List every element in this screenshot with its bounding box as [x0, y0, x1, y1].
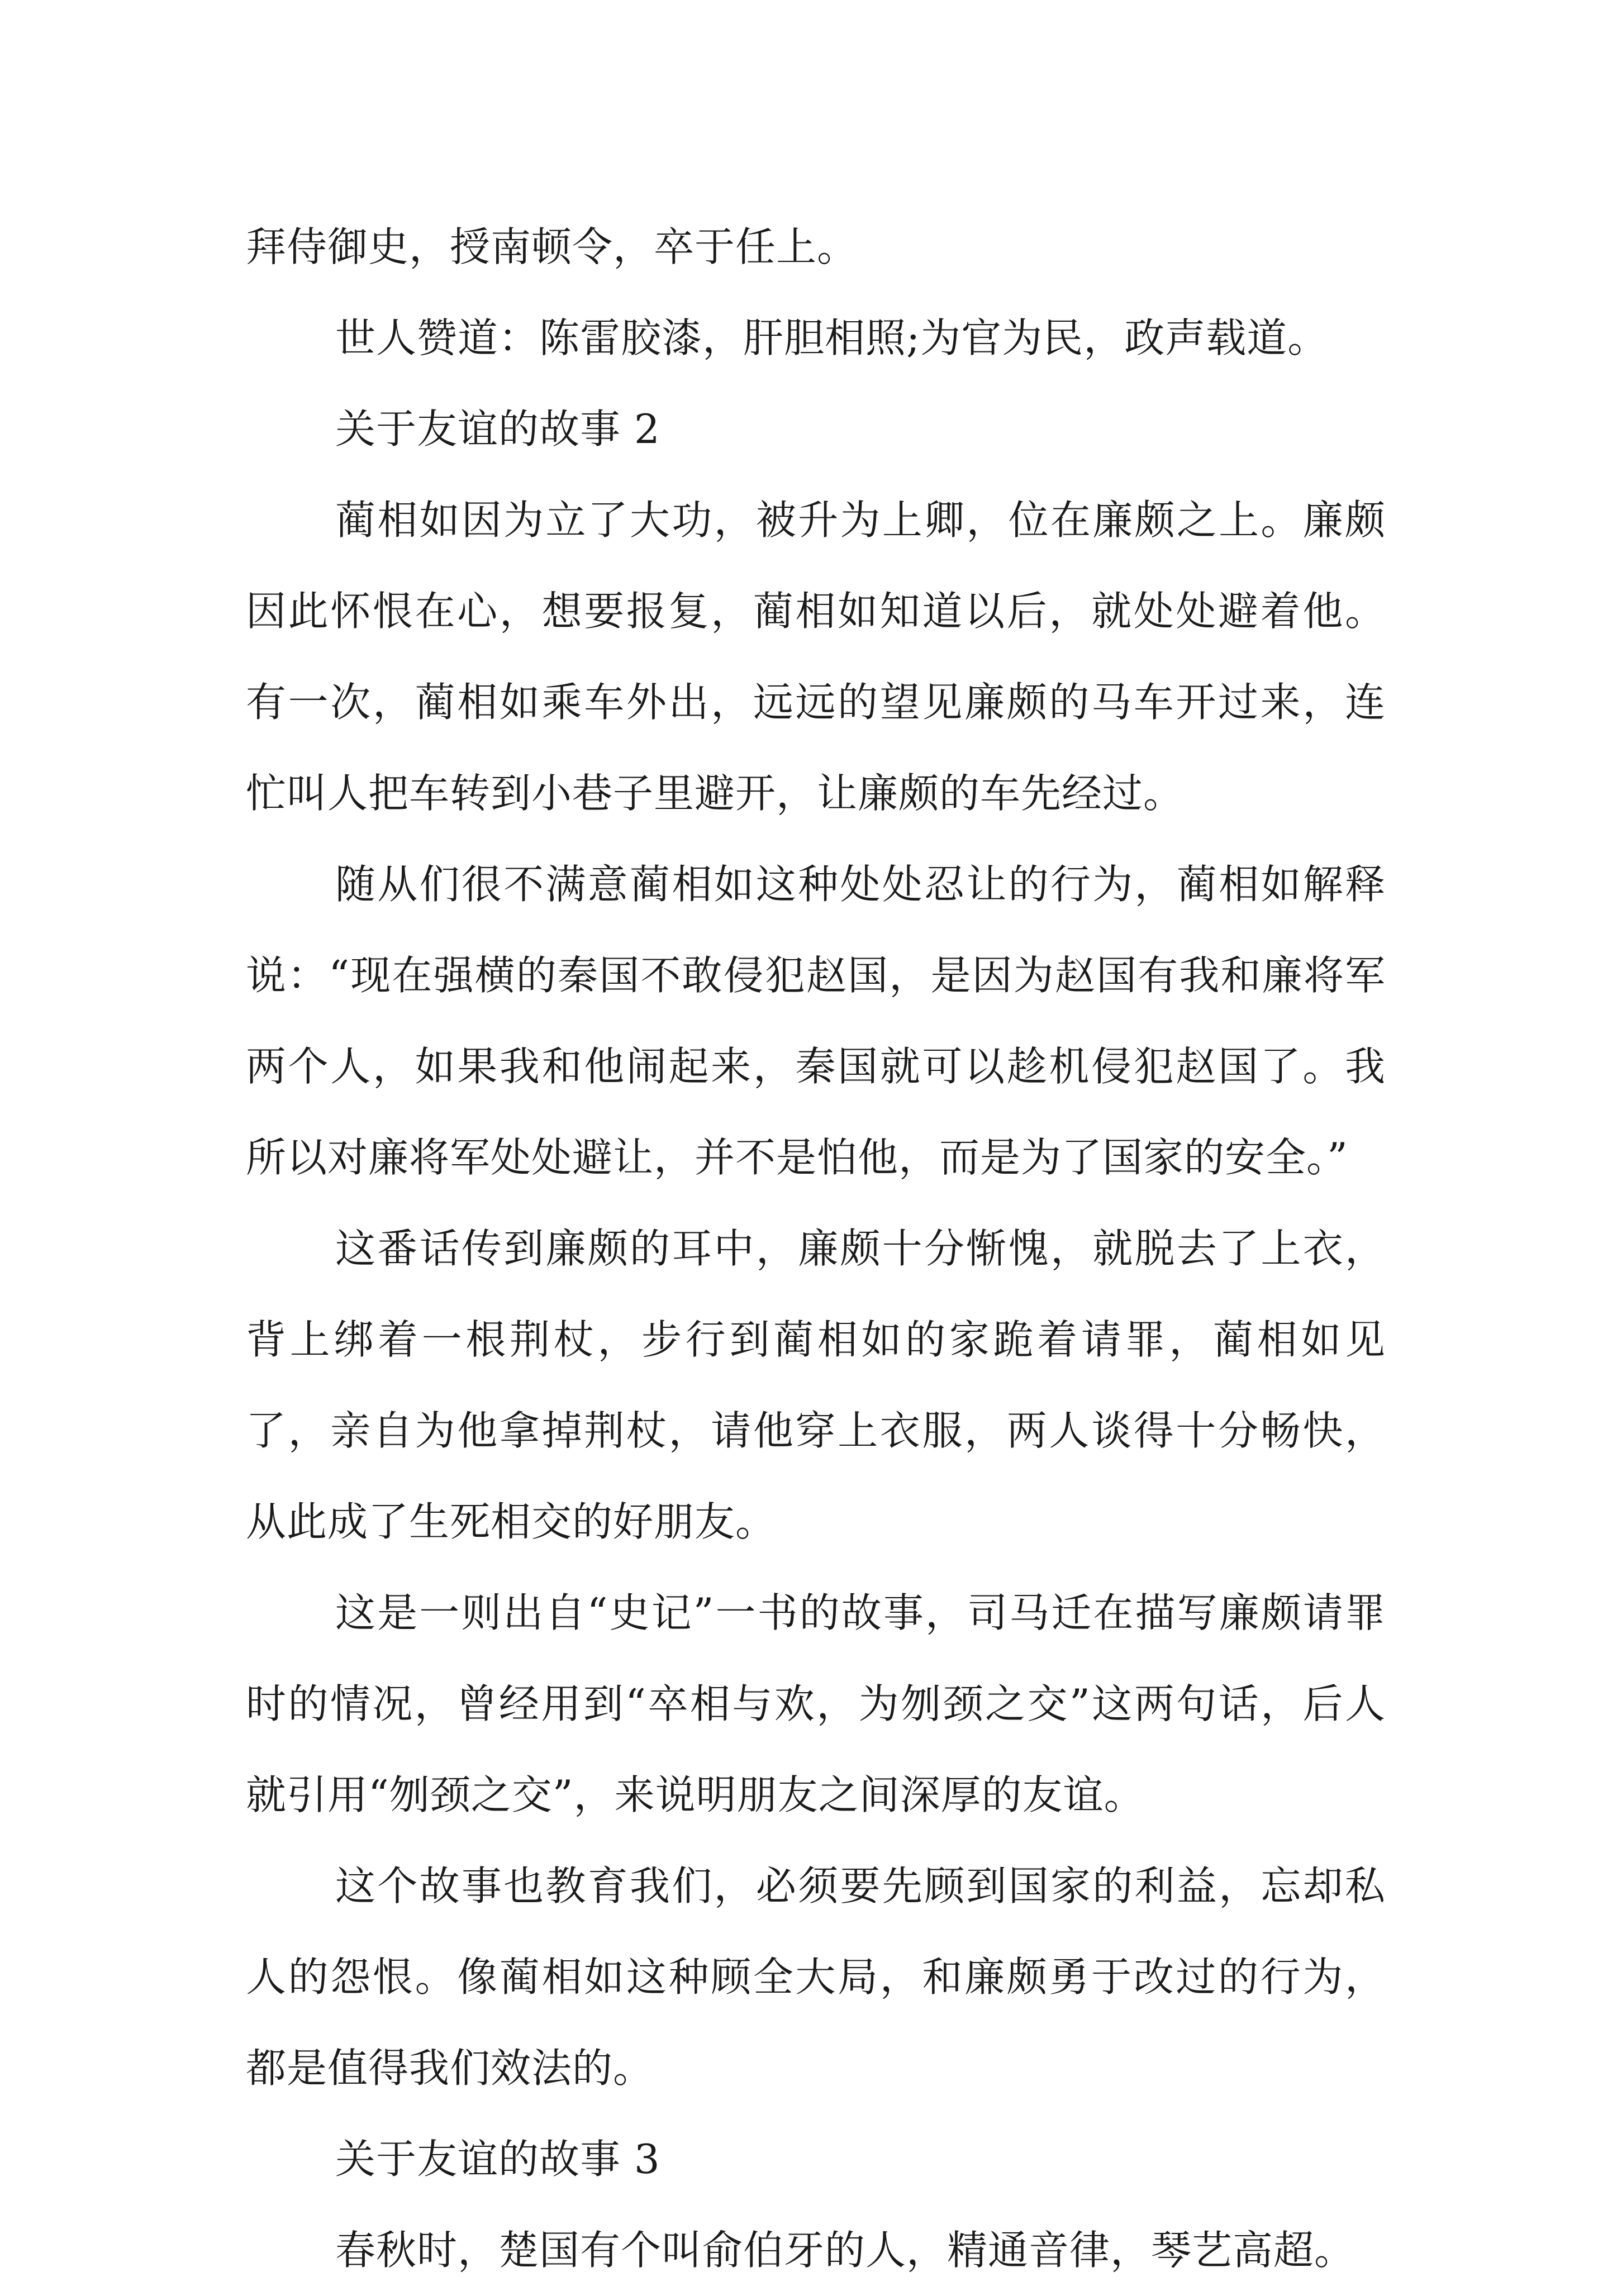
paragraph-story2-lesson: 这个故事也教育我们，必须要先顾到国家的利益，忘却私人的怨恨。像蔺相如这种顾全大局，和廉颇勇于改过的行为，都是值得我们效法的。 — [246, 1862, 1386, 2092]
story-heading-2: 关于友谊的故事 2 — [335, 406, 660, 452]
paragraph-praise: 世人赞道：陈雷胶漆，肝胆相照;为官为民，政声载道。 — [335, 315, 1329, 361]
paragraph-story2-intro: 蔺相如因为立了大功，被升为上卿，位在廉颇之上。廉颇因此怀恨在心，想要报复，蔺相如知道以后，就处处避着他。有一次，蔺相如乘车外出，远远的望见廉颇的马车开过来，连忙叫人把车转到小巷子里避开，让廉颇的车先经过。 — [246, 497, 1386, 817]
paragraph-story2-apology: 这番话传到廉颇的耳中，廉颇十分惭愧，就脱去了上衣，背上绑着一根荆杖，步行到蔺相如的家跪着请罪，蔺相如见了，亲自为他拿掉荆杖，请他穿上衣服，两人谈得十分畅快，从此成了生死相交的好朋友。 — [246, 1225, 1386, 1545]
document-body — [246, 202, 1386, 2296]
paragraph-story2-origin: 这是一则出自“史记”一书的故事，司马迁在描写廉颇请罪时的情况，曾经用到“卒相与欢，为刎颈之交”这两句话，后人就引用“刎颈之交”，来说明朋友之间深厚的友谊。 — [246, 1589, 1386, 1818]
paragraph-story3-intro: 春秋时，楚国有个叫俞伯牙的人，精通音律，琴艺高超。 — [335, 2227, 1356, 2274]
story-heading-3: 关于友谊的故事 3 — [335, 2136, 660, 2183]
paragraph-story2-explanation: 随从们很不满意蔺相如这种处处忍让的行为，蔺相如解释说：“现在强横的秦国不敢侵犯赵国，是因为赵国有我和廉将军两个人，如果我和他闹起来，秦国就可以趁机侵犯赵国了。我所以对廉将军处处避让，并不是怕他，而是为了国家的安全。” — [246, 861, 1386, 1181]
paragraph-ending-previous-story: 拜侍御史，授南顿令，卒于任上。 — [246, 223, 858, 270]
